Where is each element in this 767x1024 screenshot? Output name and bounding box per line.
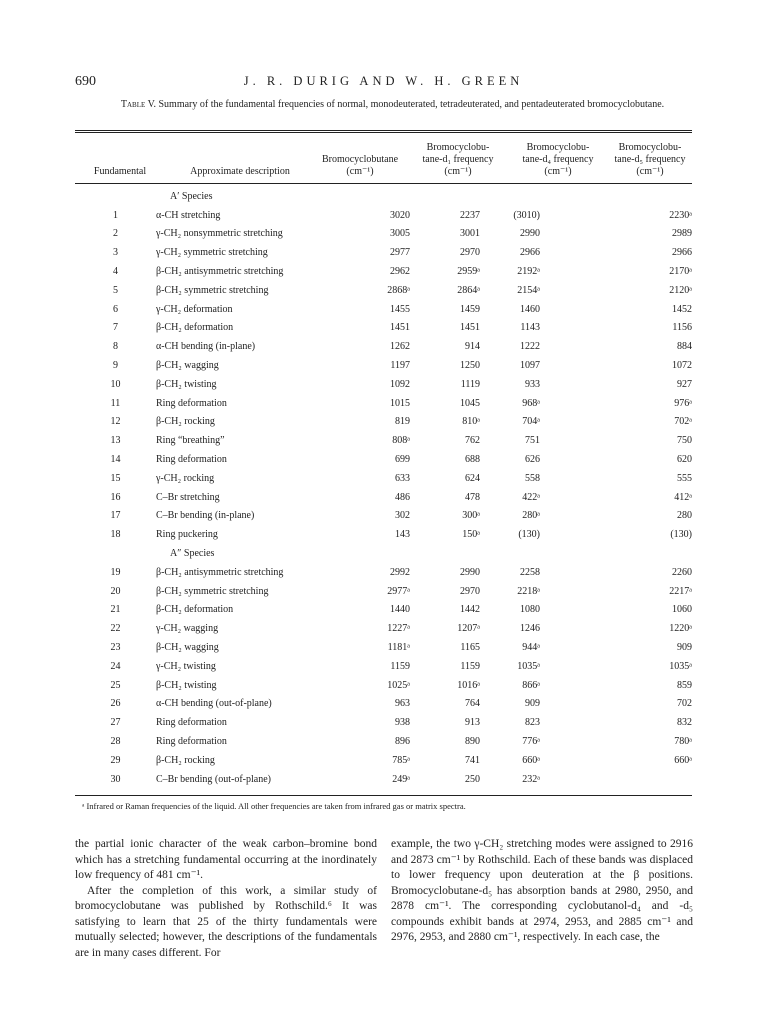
freq-normal: 633 (395, 472, 410, 484)
fundamental-number: 13 (110, 435, 121, 447)
table-header-rule (75, 183, 692, 184)
fundamental-number: 10 (110, 378, 121, 390)
freq-d4: (3010) (513, 209, 540, 221)
fundamental-number: 23 (110, 642, 121, 654)
col-head-d4 (508, 142, 608, 178)
table-row (75, 469, 692, 488)
freq-normal: 2977 (390, 247, 410, 259)
mode-description: Ring deformation (156, 717, 227, 729)
fundamental-number: 12 (110, 416, 121, 428)
fundamental-number: 28 (110, 736, 121, 747)
table-row (75, 243, 692, 262)
freq-d5: 1220ᵃ (669, 623, 692, 635)
fundamental-number: 15 (110, 472, 121, 484)
table-top-rule (75, 130, 692, 131)
freq-normal: 2962 (390, 266, 410, 278)
mode-description: β-CH₂ rocking (156, 754, 215, 766)
col-head-normal (310, 154, 410, 178)
freq-d4: 2990 (520, 228, 540, 240)
col-head-d1-unit: (cm⁻¹) (444, 166, 472, 177)
col-head-d5-name2: tane-d₅ frequency (614, 154, 686, 165)
freq-d4: 823 (525, 717, 540, 729)
col-head-fundamental: Fundamental (93, 166, 147, 177)
mode-description: γ-CH₂ wagging (156, 623, 219, 635)
col-head-d4-name2: tane-d₄ frequency (522, 154, 594, 165)
freq-d4: 776ᵃ (522, 736, 540, 747)
freq-d5: 2170ᵃ (669, 266, 692, 278)
fundamental-number: 7 (113, 322, 118, 334)
table-row (75, 770, 692, 789)
mode-description: β-CH₂ symmetric stretching (156, 284, 269, 296)
mode-description: C–Br stretching (156, 491, 220, 503)
freq-normal: 486 (395, 491, 410, 503)
table-row (75, 281, 692, 300)
freq-normal: 1197 (390, 360, 410, 372)
table-row (75, 356, 692, 375)
mode-description: γ-CH₂ symmetric stretching (156, 247, 268, 259)
freq-d1: 1016ᵃ (457, 679, 480, 691)
freq-d5: 780ᵃ (674, 736, 692, 747)
body-column-right (391, 837, 693, 946)
table-row (75, 695, 692, 714)
freq-d4: 1035ᵃ (517, 660, 540, 672)
freq-d1: 2959ᵃ (457, 266, 480, 278)
table-row (75, 713, 692, 732)
table-row (75, 262, 692, 281)
fundamental-number: 4 (113, 266, 118, 278)
table-row (75, 394, 692, 413)
col-head-d4-unit: (cm⁻¹) (544, 166, 572, 177)
table-row (75, 676, 692, 695)
col-head-d5-unit: (cm⁻¹) (636, 166, 664, 177)
col-head-d5-name: Bromocyclobu- (618, 142, 682, 153)
table-row (75, 225, 692, 244)
freq-normal: 3005 (390, 228, 410, 240)
freq-d5: 660ᵃ (674, 754, 692, 766)
fundamental-number: 17 (110, 510, 121, 522)
fundamental-number: 20 (110, 585, 121, 597)
mode-description: Ring “breathing” (156, 435, 225, 447)
freq-d1: 250 (465, 773, 480, 785)
table-row (75, 206, 692, 225)
freq-normal: 1092 (390, 378, 410, 390)
freq-d5: 412ᵃ (674, 491, 692, 503)
freq-d5: 2989 (672, 228, 692, 240)
freq-d4: 1460 (520, 303, 540, 315)
frequency-table (75, 187, 692, 789)
freq-d4: 2218ᵃ (517, 585, 540, 597)
freq-d4: 422ᵃ (522, 491, 540, 503)
body-paragraph: example, the two γ-CH₂ stretching modes were assigned to 2916 and 2873 cm⁻¹ by Rothschild. Each of these bands was displaced to lower frequency upon deuteration at the β positions. Bromocyclobutane-d₅ has absorption bands at 2980, 2950, and 2878 cm⁻¹. The corresponding cyclobutanol-d₄ and -d₅ compounds exhibit bands at 2974, 2953, and 2885 cm⁻¹ and 2976, 2953, and 2880 cm⁻¹, respectively. In each case, the (391, 838, 693, 943)
table-row (75, 525, 692, 544)
freq-normal: 1025ᵃ (387, 679, 410, 691)
table-caption-text: Summary of the fundamental frequencies of normal, monodeuterated, tetradeuterated, and pentadeuterated bromocyclobutane. (158, 99, 665, 110)
col-head-d1-name2: tane-d₁ frequency (422, 154, 494, 165)
freq-normal: 1455 (390, 303, 410, 315)
species-row (75, 544, 692, 563)
freq-d5: (130) (670, 529, 692, 541)
fundamental-number: 9 (113, 360, 118, 372)
freq-d5: 2230ᵃ (669, 209, 692, 221)
table-row (75, 582, 692, 601)
freq-d1: 2970 (460, 247, 480, 259)
mode-description: C–Br bending (out-of-plane) (156, 773, 271, 785)
table-row (75, 751, 692, 770)
mode-description: γ-CH₂ deformation (156, 303, 233, 315)
freq-normal: 249ᵃ (392, 773, 410, 785)
mode-description: β-CH₂ antisymmetric stretching (156, 266, 284, 278)
page-number: 690 (75, 74, 96, 89)
freq-d5: 280 (677, 510, 692, 522)
col-head-description: Approximate description (190, 166, 290, 177)
freq-d5: 976ᵃ (674, 397, 692, 409)
freq-d4: 232ᵃ (522, 773, 540, 785)
freq-d5: 555 (677, 472, 692, 484)
freq-d4: 1246 (520, 623, 540, 635)
freq-d5 (540, 770, 692, 789)
freq-d4: 1143 (520, 322, 540, 334)
freq-d1: 1250 (460, 360, 480, 372)
freq-d4: (130) (518, 529, 540, 541)
mode-description: β-CH₂ deformation (156, 604, 234, 616)
freq-d1: 764 (465, 698, 480, 710)
freq-normal: 896 (395, 736, 410, 747)
fundamental-number: 26 (110, 698, 121, 710)
body-column-left (75, 837, 377, 961)
freq-d5: 832 (677, 717, 692, 729)
mode-description: γ-CH₂ twisting (156, 660, 216, 672)
table-row (75, 319, 692, 338)
freq-d5: 2120ᵃ (669, 284, 692, 296)
freq-d4: 1222 (520, 341, 540, 353)
freq-normal: 2868ᵃ (387, 284, 410, 296)
freq-normal: 302 (395, 510, 410, 522)
freq-d5: 884 (677, 341, 692, 353)
freq-normal: 699 (395, 454, 410, 466)
table-row (75, 563, 692, 582)
fundamental-number: 16 (110, 491, 121, 503)
table-bottom-rule (75, 795, 692, 796)
freq-d1: 890 (465, 736, 480, 747)
col-head-normal-unit: (cm⁻¹) (346, 166, 374, 177)
freq-d5: 1060 (672, 604, 692, 616)
mode-description: β-CH₂ twisting (156, 679, 217, 691)
freq-normal: 1262 (390, 341, 410, 353)
freq-normal: 1181ᵃ (387, 642, 410, 654)
mode-description: β-CH₂ wagging (156, 360, 219, 372)
freq-d1: 2864ᵃ (457, 284, 480, 296)
fundamental-number: 19 (110, 566, 121, 578)
fundamental-number: 8 (113, 341, 118, 353)
table-row (75, 450, 692, 469)
freq-d4: 2192ᵃ (517, 266, 540, 278)
freq-d4: 280ᵃ (522, 510, 540, 522)
freq-d5: 1072 (672, 360, 692, 372)
table-row (75, 601, 692, 620)
table-row (75, 413, 692, 432)
table-top-rule-2 (75, 132, 692, 133)
species-label: A′ Species (170, 190, 213, 202)
freq-d1: 1207ᵃ (457, 623, 480, 635)
fundamental-number: 29 (110, 754, 121, 766)
body-paragraph: After the completion of this work, a similar study of bromocyclobutane was published by Rothschild.⁶ It was satisfying to learn that 25 of the thirty fundamentals were mutually selected; however, the descriptions of the fundamentals are in many cases different. For (75, 884, 377, 959)
freq-d1: 300ᵃ (462, 510, 480, 522)
freq-d4: 626 (525, 454, 540, 466)
mode-description: β-CH₂ twisting (156, 378, 217, 390)
mode-description: β-CH₂ rocking (156, 416, 215, 428)
table-row (75, 638, 692, 657)
freq-normal: 1159 (390, 660, 410, 672)
table-row (75, 431, 692, 450)
mode-description: α-CH bending (out-of-plane) (156, 698, 272, 710)
freq-d1: 2990 (460, 566, 480, 578)
species-row (75, 187, 692, 206)
fundamental-number: 30 (110, 773, 121, 785)
freq-d5: 859 (677, 679, 692, 691)
freq-normal: 143 (395, 529, 410, 541)
freq-d5: 1156 (672, 322, 692, 334)
freq-normal: 819 (395, 416, 410, 428)
freq-d1: 3001 (460, 228, 480, 240)
col-head-normal-name: Bromocyclobutane (321, 154, 399, 165)
freq-normal: 3020 (390, 209, 410, 221)
freq-d5: 927 (677, 378, 692, 390)
table-row (75, 488, 692, 507)
table-row (75, 337, 692, 356)
freq-d5: 702ᵃ (674, 416, 692, 428)
col-head-d1-name: Bromocyclobu- (426, 142, 490, 153)
mode-description: β-CH₂ deformation (156, 322, 234, 334)
freq-d5: 909 (677, 642, 692, 654)
freq-d4: 1080 (520, 604, 540, 616)
freq-d5: 1452 (672, 303, 692, 315)
mode-description: β-CH₂ wagging (156, 642, 219, 654)
mode-description: γ-CH₂ rocking (156, 472, 215, 484)
freq-d1: 688 (465, 454, 480, 466)
mode-description: Ring puckering (156, 529, 218, 541)
freq-d1: 913 (465, 717, 480, 729)
table-row (75, 619, 692, 638)
body-paragraph: the partial ionic character of the weak carbon–bromine bond which has a stretching fundamental occurring at the inordinately low frequency of 481 cm⁻¹. (75, 838, 377, 881)
table-row (75, 300, 692, 319)
mode-description: Ring deformation (156, 454, 227, 466)
col-head-d4-name: Bromocyclobu- (526, 142, 590, 153)
table-caption (120, 98, 665, 111)
mode-description: α-CH stretching (156, 209, 221, 221)
freq-d5: 2260 (672, 566, 692, 578)
mode-description: C–Br bending (in-plane) (156, 510, 255, 522)
freq-d1: 914 (465, 341, 480, 353)
freq-d1: 762 (465, 435, 480, 447)
fundamental-number: 14 (110, 454, 121, 466)
freq-normal: 1451 (390, 322, 410, 334)
table-row (75, 657, 692, 676)
mode-description: Ring deformation (156, 736, 227, 747)
mode-description: γ-CH₂ nonsymmetric stretching (156, 228, 283, 240)
freq-normal: 938 (395, 717, 410, 729)
freq-d1: 1442 (460, 604, 480, 616)
freq-d4: 558 (525, 472, 540, 484)
fundamental-number: 27 (110, 717, 121, 729)
freq-d1: 1459 (460, 303, 480, 315)
freq-d5: 2966 (672, 247, 692, 259)
freq-d1: 741 (465, 754, 480, 766)
fundamental-number: 2 (113, 228, 118, 240)
mode-description: α-CH bending (in-plane) (156, 341, 256, 353)
fundamental-number: 24 (110, 660, 121, 672)
freq-normal: 963 (395, 698, 410, 710)
fundamental-number: 11 (110, 397, 121, 409)
freq-d5: 2217ᵃ (669, 585, 692, 597)
fundamental-number: 25 (110, 679, 121, 691)
table-row (75, 507, 692, 526)
table-footnote: ᵃ Infrared or Raman frequencies of the liquid. All other frequencies are taken from infrared gas or matrix spectra. (82, 801, 466, 811)
freq-d1: 150ᵃ (462, 529, 480, 541)
freq-d5: 750 (677, 435, 692, 447)
freq-d5: 620 (677, 454, 692, 466)
freq-normal: 1015 (390, 397, 410, 409)
freq-d1: 1451 (460, 322, 480, 334)
freq-d4: 909 (525, 698, 540, 710)
freq-normal: 2992 (390, 566, 410, 578)
freq-d4: 2966 (520, 247, 540, 259)
freq-normal: 808ᵃ (392, 435, 410, 447)
table-row (75, 732, 692, 751)
freq-d1: 1119 (460, 378, 480, 390)
freq-normal: 1227ᵃ (387, 623, 410, 635)
fundamental-number: 1 (113, 209, 118, 221)
mode-description: β-CH₂ antisymmetric stretching (156, 566, 284, 578)
fundamental-number: 18 (110, 529, 121, 541)
freq-d4: 2154ᵃ (517, 284, 540, 296)
freq-d1: 2237 (460, 209, 480, 221)
freq-d4: 944ᵃ (522, 642, 540, 654)
fundamental-number: 6 (113, 303, 118, 315)
freq-d1: 478 (465, 491, 480, 503)
freq-d4: 866ᵃ (522, 679, 540, 691)
freq-d1: 624 (465, 472, 480, 484)
fundamental-number: 3 (113, 247, 118, 259)
freq-d4: 751 (525, 435, 540, 447)
fundamental-number: 21 (110, 604, 121, 616)
col-head-d5 (600, 142, 700, 178)
col-head-d1 (408, 142, 508, 178)
freq-d4: 968ᵃ (522, 397, 540, 409)
species-label: A″ Species (170, 548, 215, 560)
freq-d4: 660ᵃ (522, 754, 540, 766)
freq-d4: 1097 (520, 360, 540, 372)
mode-description: β-CH₂ symmetric stretching (156, 585, 269, 597)
table-row (75, 375, 692, 394)
freq-d4: 933 (525, 378, 540, 390)
freq-d4: 704ᵃ (522, 416, 540, 428)
freq-d5: 1035ᵃ (669, 660, 692, 672)
freq-normal: 785ᵃ (392, 754, 410, 766)
freq-d5: 702 (677, 698, 692, 710)
freq-d1: 1045 (460, 397, 480, 409)
freq-d1: 810ᵃ (462, 416, 480, 428)
freq-d4: 2258 (520, 566, 540, 578)
fundamental-number: 5 (113, 284, 118, 296)
mode-description: Ring deformation (156, 397, 227, 409)
fundamental-number: 22 (110, 623, 121, 635)
running-head: J. R. DURIG AND W. H. GREEN (243, 74, 524, 88)
freq-normal: 2977ᵃ (387, 585, 410, 597)
freq-d1: 1159 (460, 660, 480, 672)
freq-normal: 1440 (390, 604, 410, 616)
freq-d1: 1165 (460, 642, 480, 654)
table-label: Table V. (120, 99, 156, 110)
freq-d1: 2970 (460, 585, 480, 597)
